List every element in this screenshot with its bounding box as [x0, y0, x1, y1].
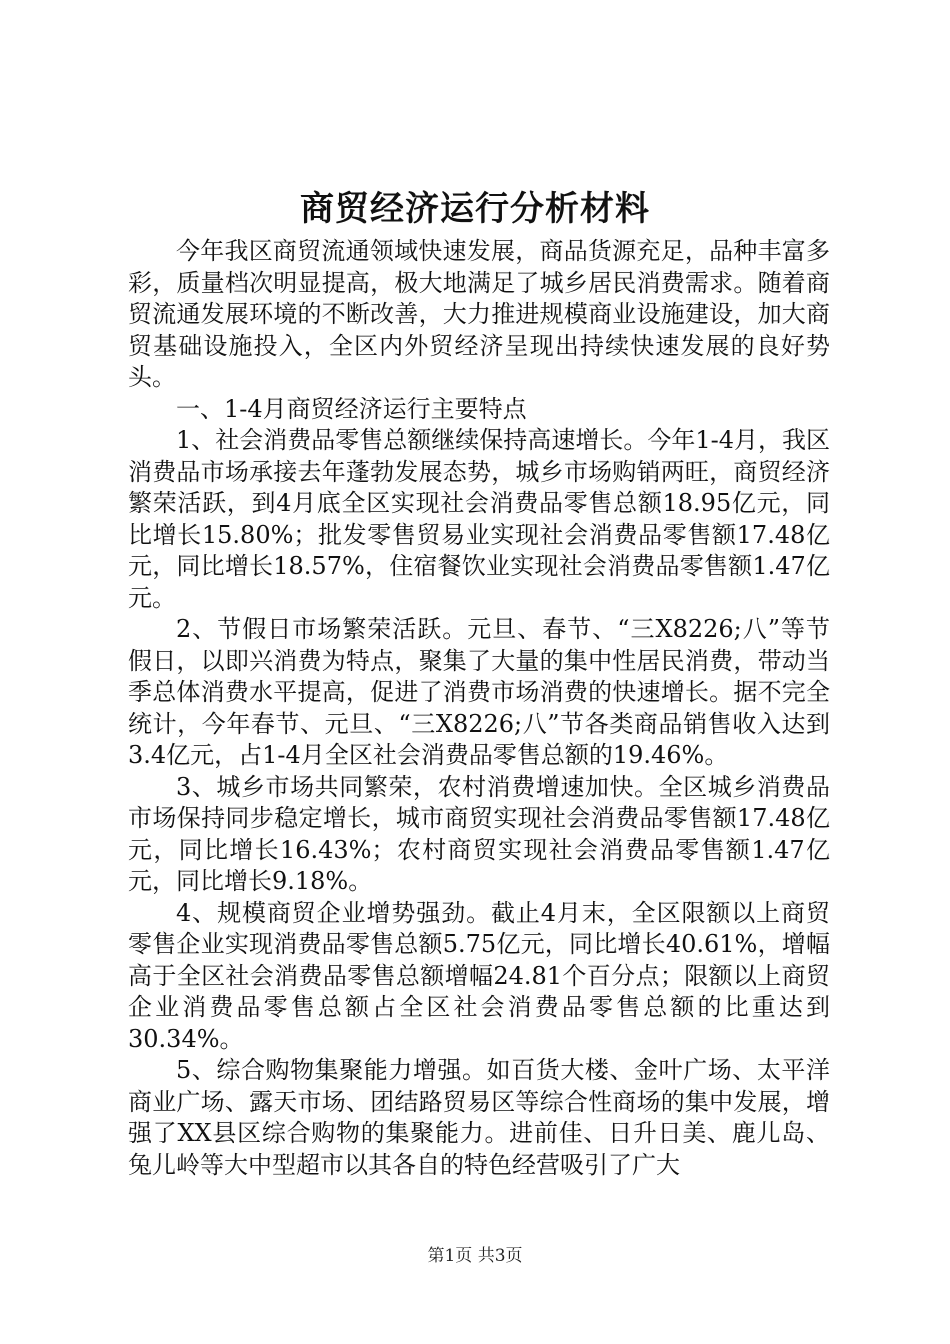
document-body: [128, 236, 830, 1181]
page-number-footer: 第1页 共3页: [427, 1246, 523, 1266]
section-heading: 一、1-4月商贸经济运行主要特点: [176, 394, 527, 423]
item-paragraph-1: 1、社会消费品零售总额继续保持高速增长。今年1-4月，我区消费品市场承接去年蓬勃发展态势，城乡市场购销两旺，商贸经济繁荣活跃，到4月底全区实现社会消费品零售总额18.95亿元，同比增长15.80%；批发零售贸易业实现社会消费品零售额17.48亿元，同比增长18.57%，住宿餐饮业实现社会消费品零售额1.47亿元。: [128, 426, 830, 612]
item-paragraph-5: 5、综合购物集聚能力增强。如百货大楼、金叶广场、太平洋商业广场、露天市场、团结路贸易区等综合性商场的集中发展，增强了XX县区综合购物的集聚能力。进前佳、日升日美、鹿儿岛、兔儿岭等大中型超市以其各自的特色经营吸引了广大: [128, 1056, 830, 1179]
document-title: 商贸经济运行分析材料: [300, 189, 650, 229]
item-paragraph-2: 2、节假日市场繁荣活跃。元旦、春节、“三X8226;八”等节假日，以即兴消费为特点，聚集了大量的集中性居民消费，带动当季总体消费水平提高，促进了消费市场消费的快速增长。据不完全统计，今年春节、元旦、“三X8226;八”节各类商品销售收入达到3.4亿元，占1-4月全区社会消费品零售总额的19.46%。: [128, 615, 830, 769]
item-paragraph-3: 3、城乡市场共同繁荣，农村消费增速加快。全区城乡消费品市场保持同步稳定增长，城市商贸实现社会消费品零售额17.48亿元，同比增长16.43%；农村商贸实现社会消费品零售额1.47亿元，同比增长9.18%。: [128, 772, 830, 895]
intro-paragraph: 今年我区商贸流通领域快速发展，商品货源充足，品种丰富多彩，质量档次明显提高，极大地满足了城乡居民消费需求。随着商贸流通发展环境的不断改善，大力推进规模商业设施建设，加大商贸基础设施投入，全区内外贸经济呈现出持续快速发展的良好势头。: [128, 237, 830, 391]
item-paragraph-4: 4、规模商贸企业增势强劲。截止4月末，全区限额以上商贸零售企业实现消费品零售总额5.75亿元，同比增长40.61%，增幅高于全区社会消费品零售总额增幅24.81个百分点；限额以上商贸企业消费品零售总额占全区社会消费品零售总额的比重达到30.34%。: [128, 898, 830, 1053]
